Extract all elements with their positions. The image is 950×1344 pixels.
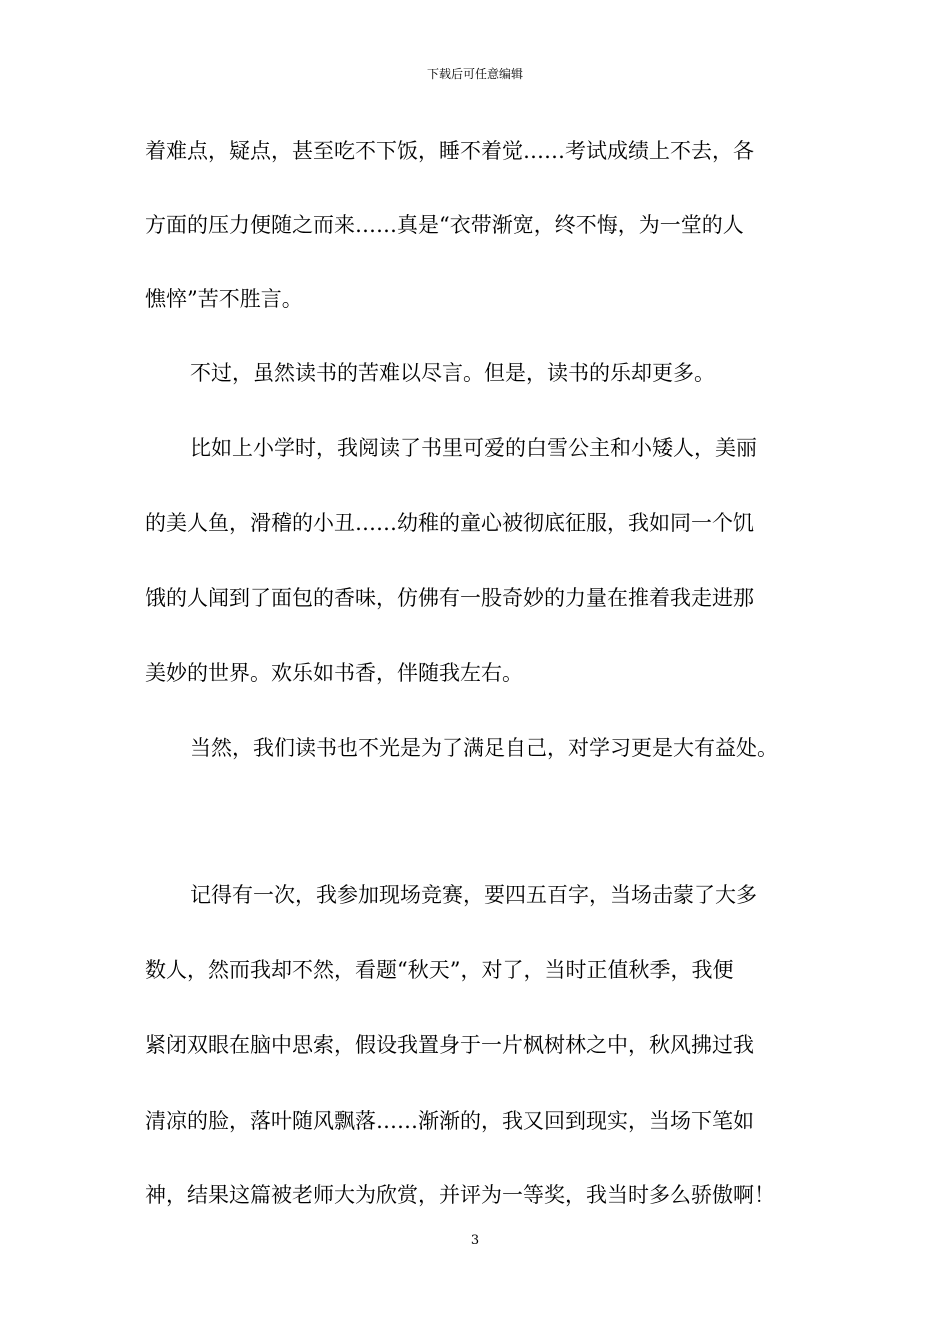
body-line: 记得有一次，我参加现场竞赛，要四五百字，当场击蒙了大多 (190, 883, 757, 907)
body-line: 的美人鱼，滑稽的小丑……幼稚的童心被彻底征服，我如同一个饥 (145, 511, 754, 535)
body-line: 清凉的脸，落叶随风飘落……渐渐的，我又回到现实，当场下笔如 (145, 1109, 754, 1133)
body-line: 比如上小学时，我阅读了书里可爱的白雪公主和小矮人，美丽 (190, 436, 757, 460)
body-line: 憔悴”苦不胜言。 (145, 287, 303, 311)
body-line: 不过，虽然读书的苦难以尽言。但是，读书的乐却更多。 (190, 361, 715, 385)
body-line: 神，结果这篇被老师大为欣赏，并评为一等奖，我当时多么骄傲啊！ (145, 1183, 775, 1207)
body-line: 方面的压力便随之而来……真是“衣带渐宽，终不悔，为一堂的人 (145, 213, 744, 237)
body-line: 着难点，疑点，甚至吃不下饭，睡不着觉……考试成绩上不去，各 (145, 139, 754, 163)
page-number: 3 (470, 1233, 480, 1248)
body-line: 紧闭双眼在脑中思索，假设我置身于一片枫树林之中，秋风拂过我 (145, 1033, 754, 1057)
body-line: 当然，我们读书也不光是为了满足自己，对学习更是大有益处。 (190, 736, 778, 760)
body-line: 饿的人闻到了面包的香味，仿佛有一股奇妙的力量在推着我走进那 (145, 586, 754, 610)
page-header: 下载后可任意编辑 (426, 67, 523, 81)
body-line: 数人，然而我却不然，看题“秋天”，对了，当时正值秋季，我便 (145, 958, 734, 982)
body-line: 美妙的世界。欢乐如书香，伴随我左右。 (145, 661, 523, 685)
